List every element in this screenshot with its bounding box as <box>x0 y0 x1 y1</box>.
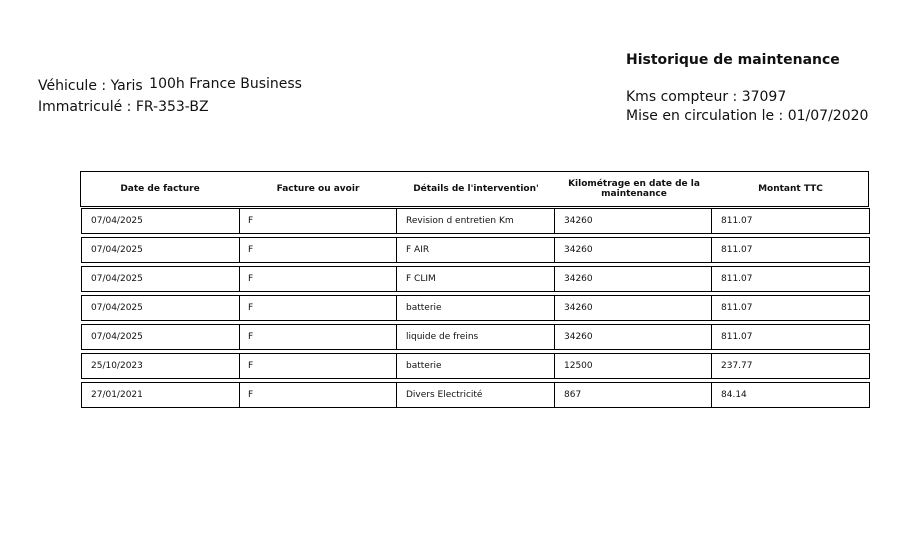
cell-details: F CLIM <box>397 267 555 291</box>
cell-date: 25/10/2023 <box>82 354 240 378</box>
header-invoice-date: Date de facture <box>120 184 200 194</box>
header-amount: Montant TTC <box>758 184 823 194</box>
cell-mileage: 34260 <box>555 209 712 233</box>
cell-mileage: 12500 <box>555 354 712 378</box>
cell-details: Divers Electricité <box>397 383 555 407</box>
cell-details: F AIR <box>397 238 555 262</box>
vehicle-model-prefix: Yaris <box>110 78 143 94</box>
vehicle-model-suffix: 100h France Business <box>149 76 302 92</box>
cell-amount: 811.07 <box>721 332 753 342</box>
page-title: Historique de maintenance <box>626 52 840 68</box>
cell-date: 07/04/2025 <box>82 209 240 233</box>
cell-details: batterie <box>397 296 555 320</box>
cell-amount: 811.07 <box>721 303 753 313</box>
mileage-value: 37097 <box>741 89 787 105</box>
cell-date: 07/04/2025 <box>82 296 240 320</box>
table-row <box>81 295 870 321</box>
header-invoice-type: Facture ou avoir <box>276 184 360 194</box>
cell-amount: 237.77 <box>721 361 753 371</box>
cell-mileage: 34260 <box>555 325 712 349</box>
header-mileage: Kilométrage en date de la maintenance <box>568 179 700 199</box>
history-info <box>626 51 868 126</box>
table-row <box>81 353 870 379</box>
table-row <box>81 382 870 408</box>
vehicle-label: Véhicule : <box>38 78 107 94</box>
mileage-line <box>626 88 868 107</box>
cell-mileage: 34260 <box>555 296 712 320</box>
registration-label: Immatriculé : <box>38 99 132 115</box>
table-row <box>81 208 870 234</box>
table-row <box>81 237 870 263</box>
vehicle-info <box>38 76 302 118</box>
cell-type: F <box>240 238 397 262</box>
table-header <box>80 171 869 207</box>
cell-type: F <box>240 383 397 407</box>
cell-date: 07/04/2025 <box>82 238 240 262</box>
table-row <box>81 266 870 292</box>
circulation-line <box>626 107 868 126</box>
cell-type: F <box>240 354 397 378</box>
cell-type: F <box>240 296 397 320</box>
vehicle-registration-line <box>38 97 302 118</box>
cell-amount: 84.14 <box>721 390 747 400</box>
cell-date: 07/04/2025 <box>82 325 240 349</box>
registration-value: FR-353-BZ <box>135 99 209 115</box>
cell-details: Revision d entretien Km <box>397 209 555 233</box>
table-row <box>81 324 870 350</box>
cell-mileage: 34260 <box>555 267 712 291</box>
cell-amount: 811.07 <box>721 216 753 226</box>
circulation-value: 01/07/2020 <box>787 108 869 124</box>
cell-type: F <box>240 209 397 233</box>
cell-details: liquide de freins <box>397 325 555 349</box>
cell-details: batterie <box>397 354 555 378</box>
cell-amount: 811.07 <box>721 245 753 255</box>
cell-type: F <box>240 325 397 349</box>
header-intervention-details: Détails de l'intervention' <box>413 184 539 194</box>
table-body <box>81 208 870 411</box>
cell-type: F <box>240 267 397 291</box>
cell-amount: 811.07 <box>721 274 753 284</box>
mileage-label: Kms compteur : <box>626 89 738 105</box>
cell-date: 07/04/2025 <box>82 267 240 291</box>
cell-mileage: 34260 <box>555 238 712 262</box>
cell-date: 27/01/2021 <box>82 383 240 407</box>
circulation-label: Mise en circulation le : <box>626 108 784 124</box>
cell-mileage: 867 <box>555 383 712 407</box>
vehicle-model-line <box>38 76 302 97</box>
